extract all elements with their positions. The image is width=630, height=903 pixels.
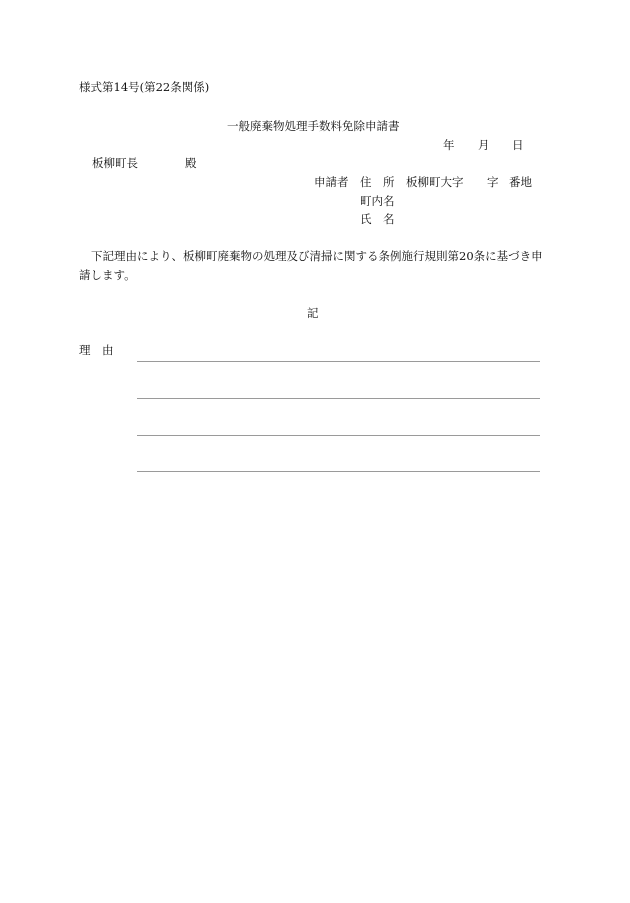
address-value: 板柳町大字 <box>406 175 464 189</box>
reason-label: 理 由 <box>79 343 114 357</box>
reason-line-1 <box>137 361 540 362</box>
document-title: 一般廃棄物処理手数料免除申請書 <box>227 119 400 133</box>
date-year: 年 <box>443 138 455 152</box>
address-label: 住 所 <box>360 175 395 189</box>
reason-line-2 <box>137 398 540 399</box>
reason-line-4 <box>137 471 540 472</box>
addressee-honorific: 殿 <box>185 156 197 170</box>
body-text-line-1: 下記理由により、板柳町廃棄物の処理及び清掃に関する条例施行規則第20条に基づき申 <box>91 249 543 263</box>
applicant-label: 申請者 <box>314 175 349 189</box>
town-label: 町内名 <box>360 194 395 208</box>
aza-label: 字 <box>487 175 499 189</box>
banchi-label: 番地 <box>509 175 532 189</box>
reason-line-3 <box>137 435 540 436</box>
body-text-line-2: 請します。 <box>79 268 136 282</box>
form-number: 様式第14号(第22条関係) <box>79 80 210 94</box>
date-month: 月 <box>478 138 490 152</box>
name-label: 氏 名 <box>360 212 395 226</box>
date-day: 日 <box>512 138 524 152</box>
addressee-name: 板柳町長 <box>92 156 138 170</box>
ki-heading: 記 <box>307 306 319 320</box>
